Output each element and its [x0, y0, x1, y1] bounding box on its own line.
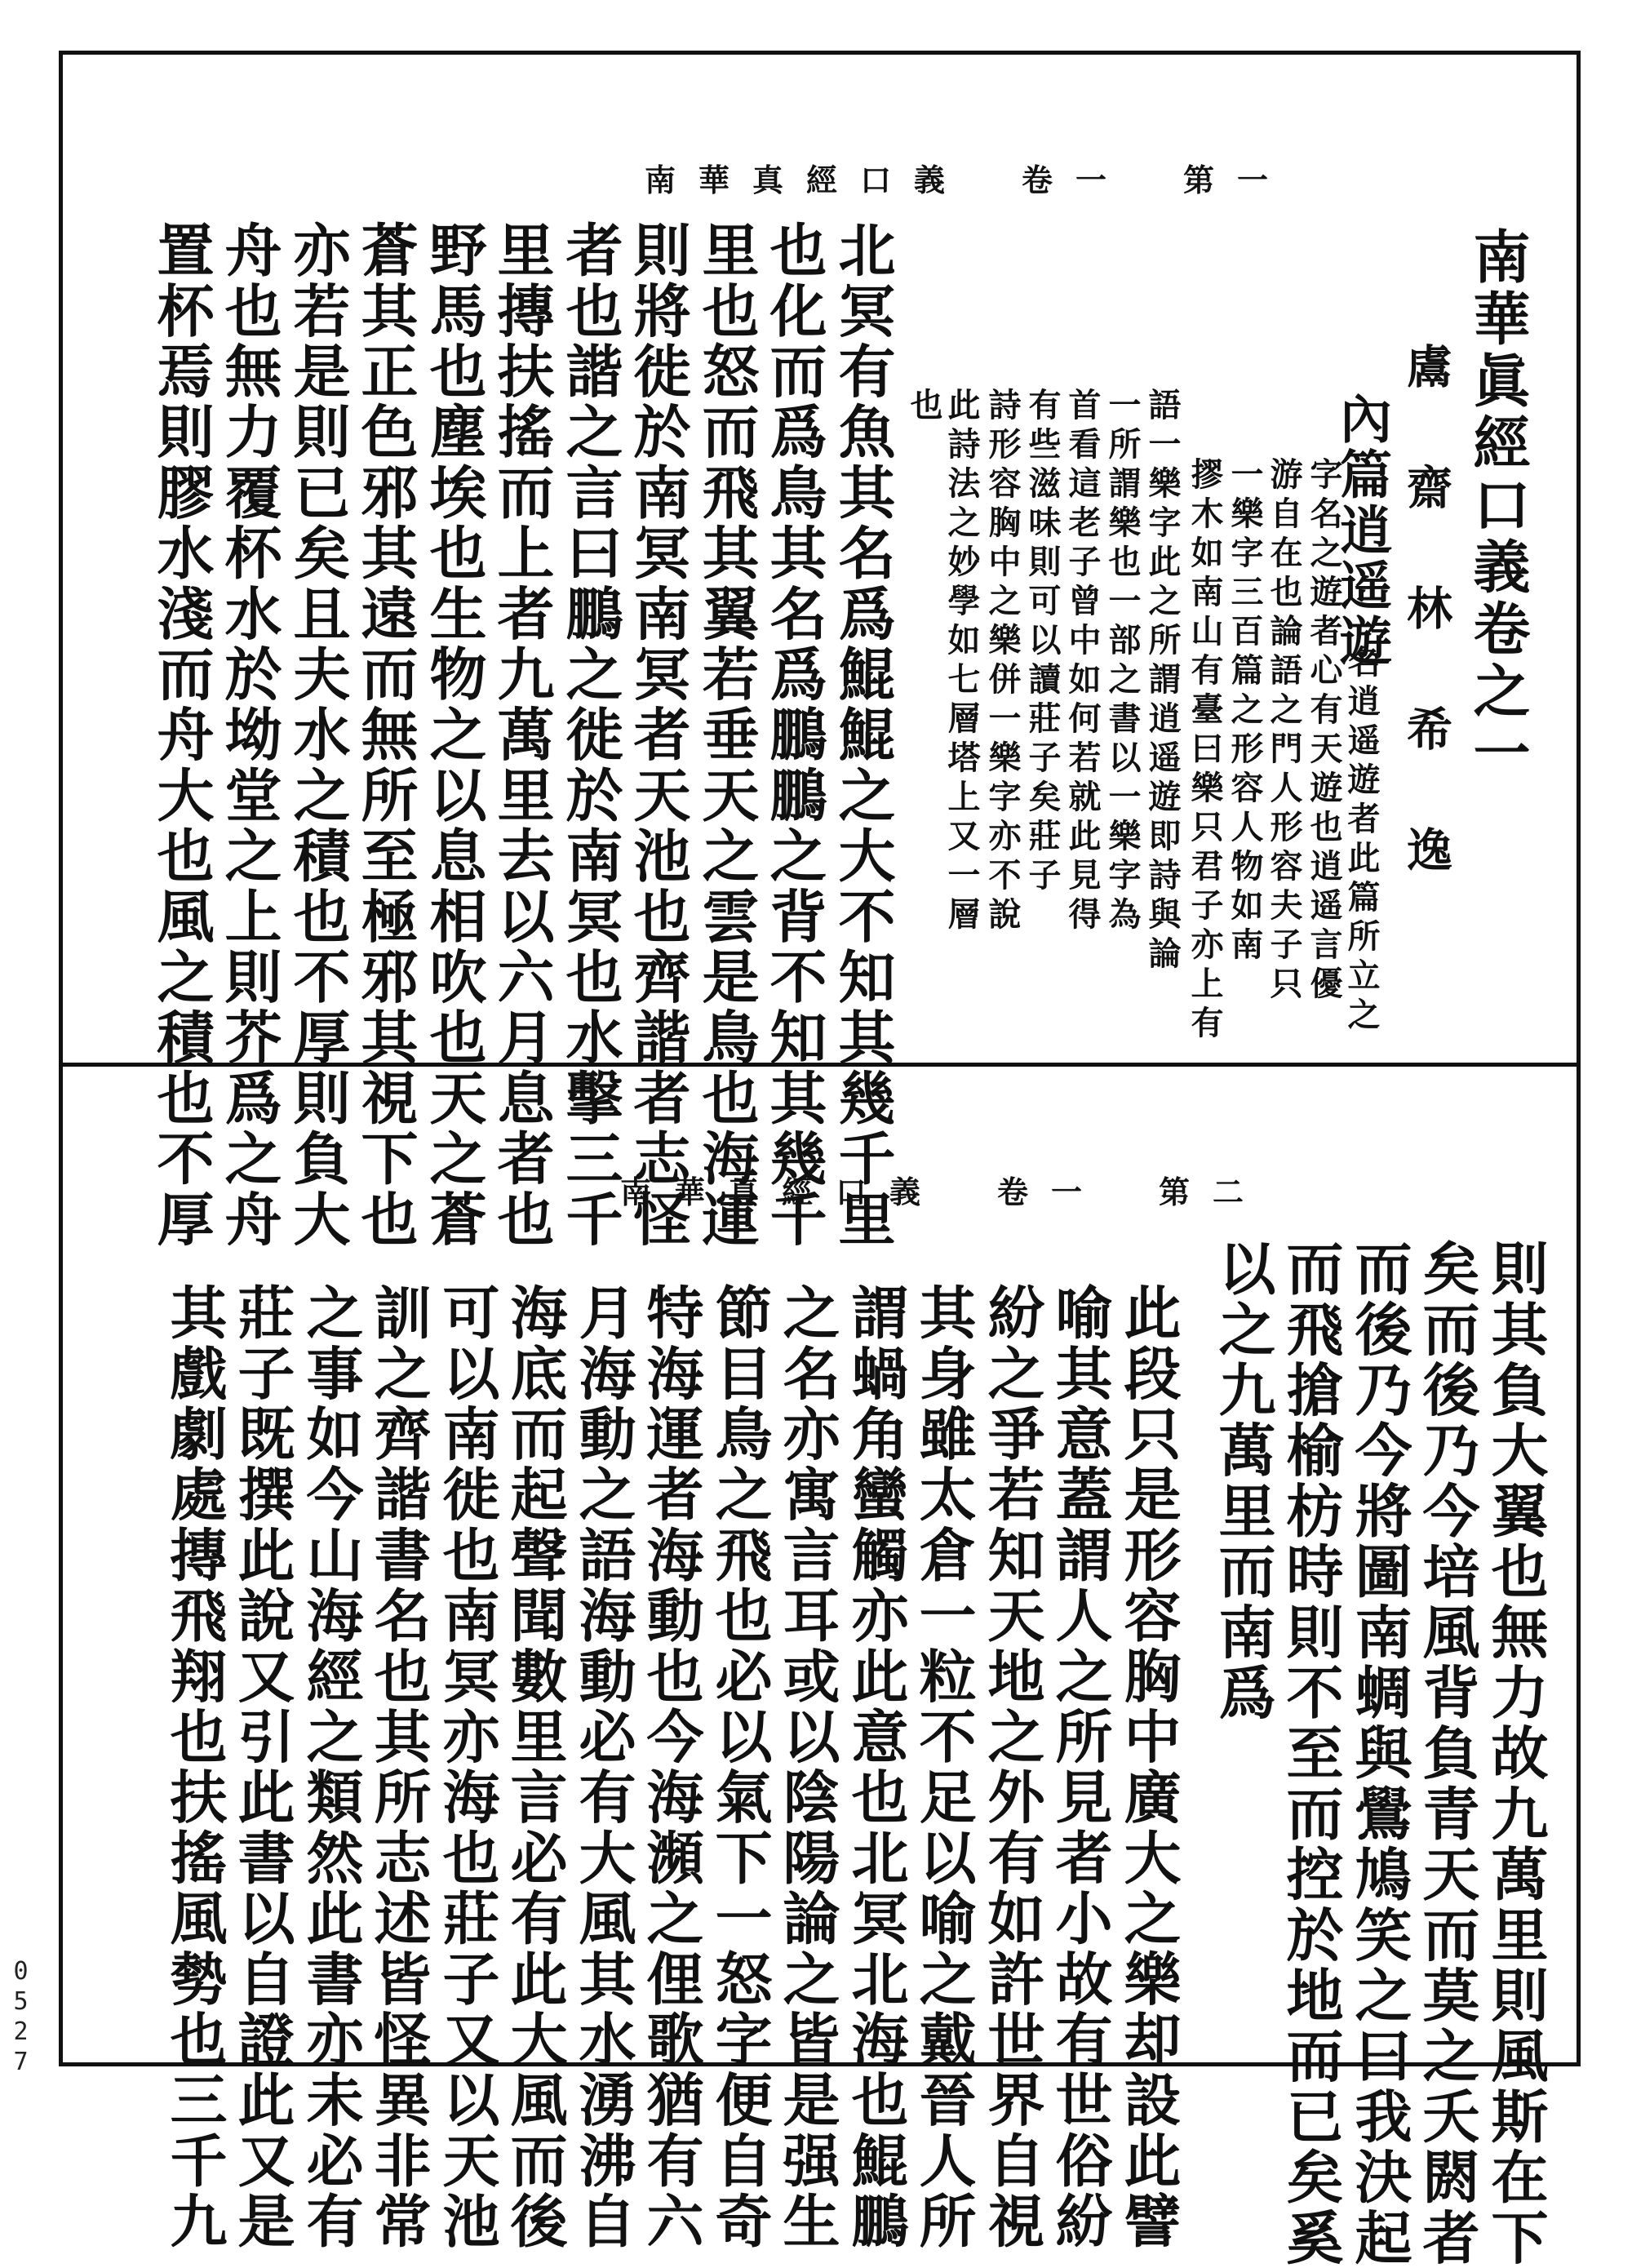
text-column: 月海動之語海動必有大風其水湧沸自	[570, 1283, 637, 2252]
note-column: 游自在也論語之門人形容夫子只	[1265, 457, 1303, 1005]
note-column: 摎木如南山有臺曰樂只君子亦上有	[1186, 457, 1224, 1045]
text-column: 之事如今山海經之類然此書亦未必有	[297, 1283, 365, 2252]
text-column: 莊子既撰此說又引此書以自證此又是	[228, 1283, 296, 2252]
text-column: 節目鳥之飛也必以氣下一怒字便自奇	[706, 1283, 774, 2252]
text-column: 而飛搶榆枋時則不至而控於地而已矣奚	[1277, 1239, 1345, 2268]
text-column: 其身雖太倉一粒不足以喻之戴晉人所	[910, 1283, 978, 2252]
text-column: 以之九萬里而南爲	[1209, 1239, 1277, 1724]
note-column: 字名之遊者心有天遊也逍遥言優	[1305, 457, 1343, 1005]
text-column: 則其負大翼也無力故九萬里則風斯在下	[1482, 1239, 1550, 2268]
lower-header: 南華真經口義 卷一 第二	[620, 1174, 1267, 1210]
text-column: 特海運者海動也今海瀕之俚歌猶有六	[637, 1283, 705, 2252]
text-column: 北冥有魚其名爲鯤鯤之大不知其幾千里	[829, 220, 897, 1250]
text-column: 舟也無力覆杯水於坳堂之上則芥爲之舟	[215, 220, 283, 1250]
text-column: 之名亦寓言耳或以陰陽論之皆是强生	[774, 1283, 841, 2252]
author: 鬳齋林希逸	[1399, 343, 1453, 947]
text-column: 蒼其正色邪其遠而無所至極邪其視下也	[352, 220, 419, 1250]
book-title: 南華眞經口義卷之一	[1464, 227, 1532, 785]
text-column: 訓之齊諧書名也其所志述皆怪異非常	[365, 1283, 432, 2252]
text-column: 海底而起聲聞數里言必有此大風而後	[501, 1283, 569, 2252]
text-column: 而後乃今將圖南蜩與鷽鳩笑之曰我決起	[1346, 1239, 1413, 2268]
text-column: 可以南徙也南冥亦海也莊子又以天池	[433, 1283, 501, 2252]
note-column: 詩形容胸中之樂併一樂字亦不說	[983, 388, 1022, 936]
text-column: 紛之爭若知天地之外有如許世界自視	[978, 1283, 1046, 2252]
note-column: 首看這老子曾中如何若就此見得	[1063, 388, 1102, 936]
note-column: 一樂字三百篇之形容人物如南	[1226, 457, 1264, 966]
text-column: 里也怒而飛其翼若垂天之雲是鳥也海運	[693, 220, 761, 1250]
text-column: 置杯焉則膠水淺而舟大也風之積也不厚	[148, 220, 215, 1250]
chapter-title: 內篇逍遥遊	[1331, 392, 1392, 669]
text-column: 野馬也塵埃也生物之以息相吹也天之蒼	[420, 220, 488, 1250]
note-column: 一所謂樂也一部之書以一樂字為	[1103, 388, 1142, 936]
text-column: 者也諧之言曰鵬之徙於南冥也水擊三千	[557, 220, 624, 1250]
note-column: 有些滋味則可以讀莊子矣莊子	[1023, 388, 1062, 897]
page-number: 0527	[7, 1957, 35, 2078]
text-column: 謂蝸角蠻觸亦此意也北冥北海也鯤鵬	[842, 1283, 910, 2252]
text-column: 則將徙於南冥南冥者天池也齊諧者志怪	[624, 220, 692, 1250]
note-column: 此詩法之妙學如七層塔上又一層	[942, 388, 981, 936]
note-column: 語一樂字此之所謂逍遥遊即詩與論	[1143, 388, 1182, 975]
note-column: 也	[905, 388, 943, 427]
text-column: 其戲劇處摶飛翔也扶搖風勢也三千九	[161, 1283, 228, 2252]
note-column: 名逍遥遊者此篇所立之	[1342, 645, 1381, 1036]
text-column: 里摶扶搖而上者九萬里去以六月息者也	[488, 220, 556, 1250]
upper-header: 南華真經口義 卷一 第一	[645, 162, 1292, 198]
text-column: 喻其意蓋謂人之所見者小故有世俗紛	[1046, 1283, 1114, 2252]
text-column: 也化而爲鳥其名爲鵬鵬之背不知其幾千	[761, 220, 828, 1250]
text-column: 此段只是形容胸中廣大之樂却設此譬	[1115, 1283, 1182, 2252]
text-column: 亦若是則已矣且夫水之積也不厚則負大	[284, 220, 352, 1250]
text-column: 矣而後乃今培風背負青天而莫之夭閼者	[1413, 1239, 1481, 2268]
